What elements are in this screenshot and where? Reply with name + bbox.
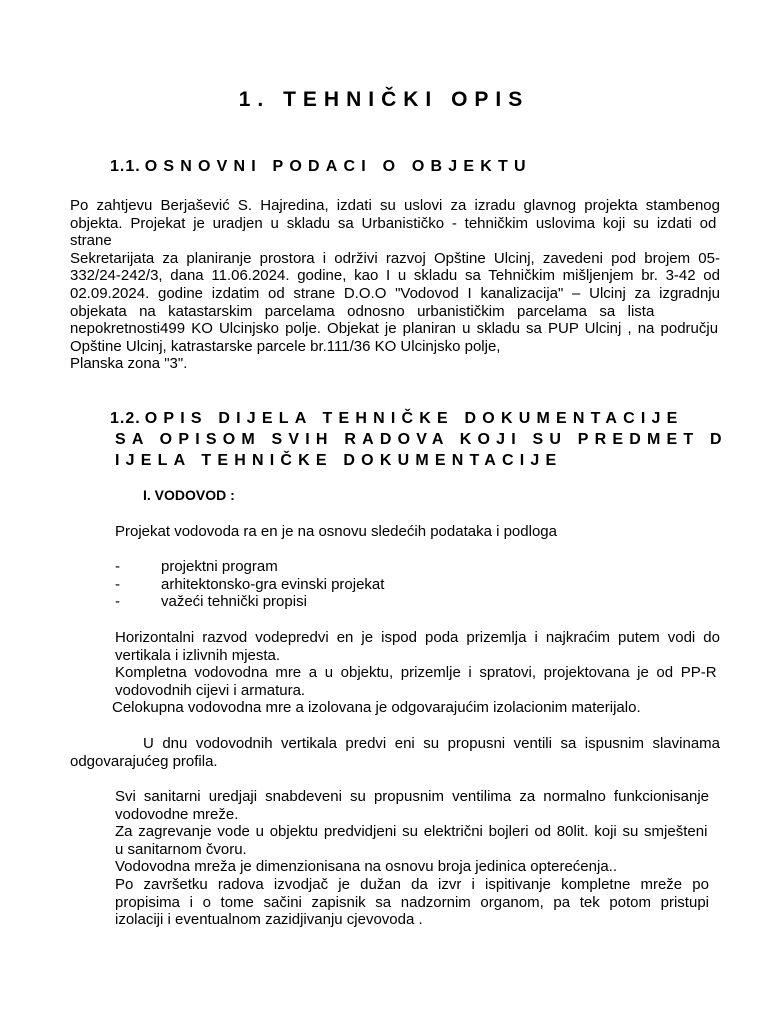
section-title-line: OPIS DIJELA TEHNIČKE DOKUMENTACIJE	[144, 410, 684, 427]
text-line: propisima i o tome sačini zapisnik sa nadzornim organom, pa tek potom pristupi	[115, 893, 709, 911]
text-line: izolaciji i eventualnom zazidjivanju cjevovoda .	[115, 911, 423, 929]
text-line: vodovodne mreže.	[115, 805, 239, 823]
section-title-line: SA OPISOM SVIH RADOVA KOJI SU PREDMET D	[115, 431, 728, 448]
bullet-dash: -	[115, 575, 120, 593]
text-line: Celokupna vodovodna mre a izolovana je odgovarajućim izolacionim materijalo.	[112, 699, 641, 717]
list-item-text: važeći tehnički propisi	[161, 593, 307, 611]
vodovod-paragraph-1	[112, 629, 720, 717]
vodovod-heading: I. VODOVOD :	[143, 487, 235, 503]
vodovod-paragraph-3	[115, 788, 709, 929]
section-number: 1.1.	[110, 158, 141, 175]
text-line: strane	[70, 232, 112, 250]
text-line: Kompletna vodovodna mre a u objektu, prizemlje i spratovi, projektovana je od PP-R	[115, 664, 717, 682]
text-line: Vodovodna mreža je dimenzionisana na osnovu broja jedinica opterećenja..	[115, 858, 617, 876]
list-item	[115, 558, 384, 576]
text-line: u sanitarnom čvoru.	[115, 840, 247, 858]
text-line: U dnu vodovodnih vertikala predvi eni su propusni ventili sa ispusnim slavinama	[143, 735, 720, 752]
section-heading-1-1	[110, 158, 532, 176]
text-line: Horizontalni razvod vodepredvi en je ispod poda prizemlja i najkraćim putem vodi do	[115, 629, 720, 646]
text-line: Sekretarijata za planiranje prostora i održivi razvoj Opštine Ulcinj, zavedeni pod brojem 05-	[70, 249, 720, 267]
text-line: objekata na katastarskim parcelama odnosno urbanističkim parcelama sa lista	[70, 302, 655, 320]
text-line: Opštine Ulcinj, katrastarske parcele br.111/36 KO Ulcinjsko polje,	[70, 337, 501, 355]
text-line: nepokretnosti499 KO Ulcinjsko polje. Objekat je planiran u skladu sa PUP Ulcinj , na području	[70, 320, 719, 338]
text-line: 332/24-242/3, dana 11.06.2024. godine, kao I u skladu sa Tehničkim mišljenjem br. 3-42 od	[70, 267, 720, 285]
list-item-text: arhitektonsko-gra evinski projekat	[161, 575, 385, 593]
text-line: Po zahtjevu Berjašević S. Hajredina, izdati su uslovi za izradu glavnog projekta stambenog	[70, 197, 720, 214]
text-line: vodovodnih cijevi i armatura.	[115, 681, 306, 699]
text-line: Planska zona "3".	[70, 355, 188, 373]
text-line: odgovarajućeg profila.	[70, 752, 218, 770]
section-number: 1.2.	[110, 410, 141, 427]
text-line: Svi sanitarni uredjaji snabdeveni su propusnim ventilima za normalno funkcionisanje	[115, 788, 709, 805]
section-heading-1-2	[110, 408, 728, 471]
vodovod-intro: Projekat vodovoda ra en je na osnovu sledećih podataka i podloga	[115, 523, 557, 540]
page-title: 1. TEHNIČKI OPIS	[238, 88, 530, 111]
text-line: Po završetku radova izvodjač je dužan da izvr i ispitivanje kompletne mreže po	[115, 875, 709, 893]
list-item	[115, 576, 384, 594]
vodovod-paragraph-2	[70, 735, 720, 770]
bullet-list	[115, 558, 384, 611]
section-title: OSNOVNI PODACI O OBJEKTU	[144, 158, 532, 175]
text-line: objekta. Projekat je uradjen u skladu sa Urbanističko - tehničkim uslovima koji su izdati od	[70, 214, 717, 232]
bullet-dash: -	[115, 593, 120, 611]
section-1-1-body	[70, 197, 720, 373]
list-item	[115, 593, 384, 611]
text-line: vertikala i izlivnih mjesta.	[115, 646, 281, 664]
bullet-dash: -	[115, 558, 120, 575]
section-title-line: IJELA TEHNIČKE DOKUMENTACIJE	[115, 452, 563, 469]
list-item-text: projektni program	[161, 558, 278, 575]
text-line: 02.09.2024. godine izdatim od strane D.O.O "Vodovod I kanalizacija" – Ulcinj za izgradnju	[70, 284, 720, 302]
text-line: Za zagrevanje vode u objektu predvidjeni su električni bojleri od 80lit. koji su smješteni	[115, 823, 708, 841]
